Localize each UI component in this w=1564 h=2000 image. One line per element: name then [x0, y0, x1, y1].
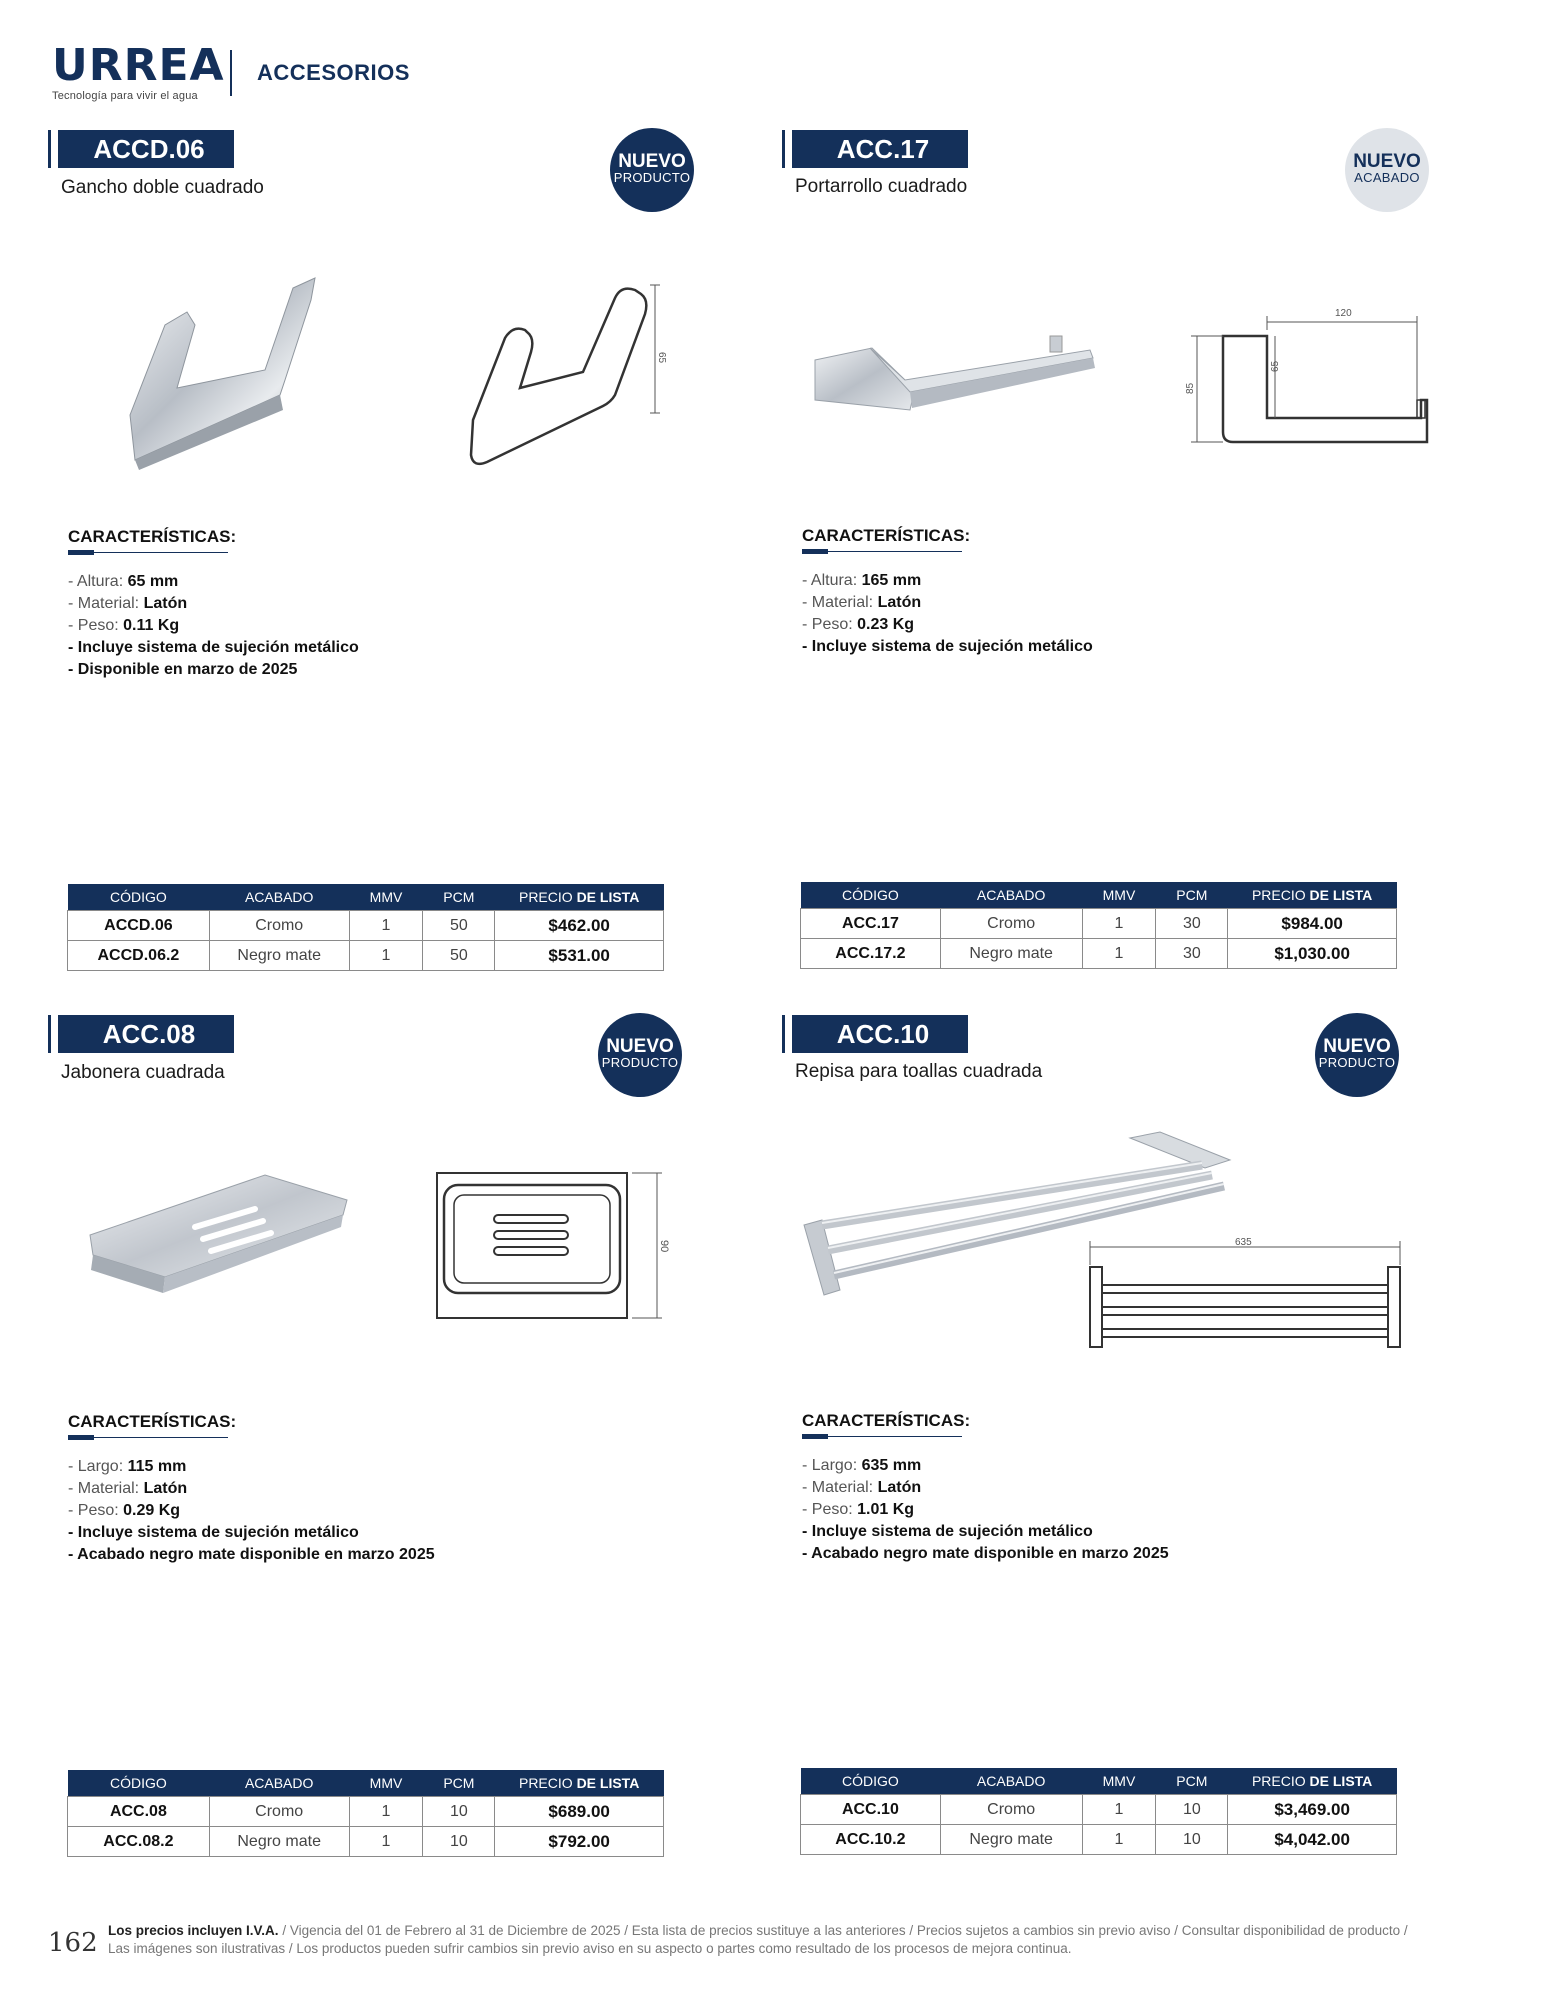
new-badge — [598, 1013, 682, 1097]
feature-item: - Altura: 165 mm — [802, 572, 922, 589]
feature-item: - Incluye sistema de sujeción metálico — [802, 638, 1093, 655]
table-row: ACC.10 Cromo 1 10 $3,469.00 — [801, 1795, 1397, 1825]
features-accent — [802, 549, 828, 554]
technical-drawing-double-hook — [465, 280, 675, 470]
table-row: ACC.10.2 Negro mate 1 10 $4,042.00 — [801, 1825, 1397, 1855]
feature-item: - Material: Latón — [68, 1480, 188, 1497]
feature-item: - Peso: 0.23 Kg — [802, 616, 915, 633]
price-table-header: CÓDIGO ACABADO MMV PCM PRECIO DE LISTA — [801, 882, 1397, 909]
price-table — [800, 882, 1397, 969]
price-table — [67, 1770, 664, 1857]
feature-item: - Material: Latón — [68, 595, 188, 612]
section-title: ACCESORIOS — [257, 60, 410, 85]
feature-item: - Acabado negro mate disponible en marzo 2025 — [802, 1545, 1169, 1562]
badge-line2: PRODUCTO — [1318, 1055, 1396, 1070]
badge-line2: PRODUCTO — [613, 170, 691, 185]
dimension-label: 90 — [658, 1240, 670, 1253]
feature-item: - Peso: 0.11 Kg — [68, 617, 180, 634]
new-badge — [1345, 128, 1429, 212]
badge-line1: NUEVO — [1323, 1036, 1391, 1057]
price-table — [800, 1768, 1397, 1855]
footer-text: / Vigencia del 01 de Febrero al 31 de Diciembre de 2025 / Esta lista de precios sustituye a las anteriores / Precios sujetos a cambios sin previo aviso / Consultar disponibilidad de producto / Las imágenes son ilustrativas / Los productos pueden sufrir cambios sin previo aviso en su aspecto o partes como resultado de los procesos de mejora continua. — [108, 1923, 1408, 1956]
dimension-label: 120 — [1335, 308, 1352, 319]
technical-drawing-towel-shelf — [1080, 1235, 1410, 1355]
table-row: ACC.08.2 Negro mate 1 10 $792.00 — [68, 1827, 664, 1857]
product-photo-soap-dish — [85, 1165, 355, 1295]
product-code-tab: ACC.08 — [58, 1015, 234, 1053]
features-accent — [68, 1435, 94, 1440]
features-title: CARACTERÍSTICAS: — [802, 526, 971, 545]
feature-item: - Incluye sistema de sujeción metálico — [802, 1523, 1093, 1540]
footer-bold: Los precios incluyen I.V.A. — [108, 1923, 279, 1938]
features-title: CARACTERÍSTICAS: — [68, 1412, 237, 1431]
price-table-header: CÓDIGO ACABADO MMV PCM PRECIO DE LISTA — [68, 1770, 664, 1797]
feature-item: - Largo: 635 mm — [802, 1457, 922, 1474]
feature-item: - Peso: 1.01 Kg — [802, 1501, 915, 1518]
table-row: ACC.08 Cromo 1 10 $689.00 — [68, 1797, 664, 1827]
product-code-tab: ACC.10 — [792, 1015, 968, 1053]
features-list — [68, 1456, 435, 1566]
feature-item: - Altura: 65 mm — [68, 573, 179, 590]
badge-line1: NUEVO — [606, 1036, 674, 1057]
feature-item: - Material: Latón — [802, 594, 922, 611]
brand-logo — [52, 40, 225, 102]
feature-item: - Disponible en marzo de 2025 — [68, 661, 298, 678]
badge-line2: PRODUCTO — [601, 1055, 679, 1070]
features-title: CARACTERÍSTICAS: — [802, 1411, 971, 1430]
feature-item: - Peso: 0.29 Kg — [68, 1502, 181, 1519]
badge-line2: ACABADO — [1354, 170, 1420, 185]
new-badge — [610, 128, 694, 212]
price-table — [67, 884, 664, 971]
product-code-tab: ACCD.06 — [58, 130, 234, 168]
dimension-label: 65 — [1270, 360, 1281, 372]
features-list — [68, 571, 359, 681]
feature-item: - Acabado negro mate disponible en marzo 2025 — [68, 1546, 435, 1563]
page-number: 162 — [48, 1928, 98, 1958]
features-accent — [68, 550, 94, 555]
feature-item: - Material: Latón — [802, 1479, 922, 1496]
footer-disclaimer — [108, 1922, 1408, 1958]
features-title: CARACTERÍSTICAS: — [68, 527, 237, 546]
table-row: ACC.17 Cromo 1 30 $984.00 — [801, 909, 1397, 939]
feature-item: - Incluye sistema de sujeción metálico — [68, 639, 359, 656]
brand-tagline: Tecnología para vivir el agua — [52, 90, 198, 102]
product-photo-paper-holder — [810, 330, 1100, 440]
table-row: ACCD.06 Cromo 1 50 $462.00 — [68, 911, 664, 941]
features-list — [802, 570, 1093, 658]
feature-item: - Incluye sistema de sujeción metálico — [68, 1524, 359, 1541]
dimension-label: 65 — [656, 352, 667, 364]
brand-wordmark: URREA — [52, 40, 225, 91]
price-table-header: CÓDIGO ACABADO MMV PCM PRECIO DE LISTA — [801, 1768, 1397, 1795]
table-row: ACC.17.2 Negro mate 1 30 $1,030.00 — [801, 939, 1397, 969]
badge-line1: NUEVO — [618, 151, 686, 172]
features-list — [802, 1455, 1169, 1565]
features-accent — [802, 1434, 828, 1439]
product-name: Jabonera cuadrada — [61, 1062, 225, 1083]
feature-item: - Largo: 115 mm — [68, 1458, 187, 1475]
new-badge — [1315, 1013, 1399, 1097]
product-photo-double-hook — [115, 270, 325, 480]
dimension-label: 635 — [1235, 1237, 1252, 1248]
technical-drawing-paper-holder — [1185, 300, 1430, 450]
product-name: Repisa para toallas cuadrada — [795, 1061, 1043, 1082]
dimension-label: 85 — [1185, 382, 1196, 394]
header-divider — [230, 50, 232, 96]
badge-line1: NUEVO — [1353, 151, 1421, 172]
table-row: ACCD.06.2 Negro mate 1 50 $531.00 — [68, 941, 664, 971]
price-table-header: CÓDIGO ACABADO MMV PCM PRECIO DE LISTA — [68, 884, 664, 911]
product-name: Portarrollo cuadrado — [795, 176, 968, 197]
product-name: Gancho doble cuadrado — [61, 177, 264, 198]
product-code-tab: ACC.17 — [792, 130, 968, 168]
technical-drawing-soap-dish — [432, 1165, 672, 1325]
